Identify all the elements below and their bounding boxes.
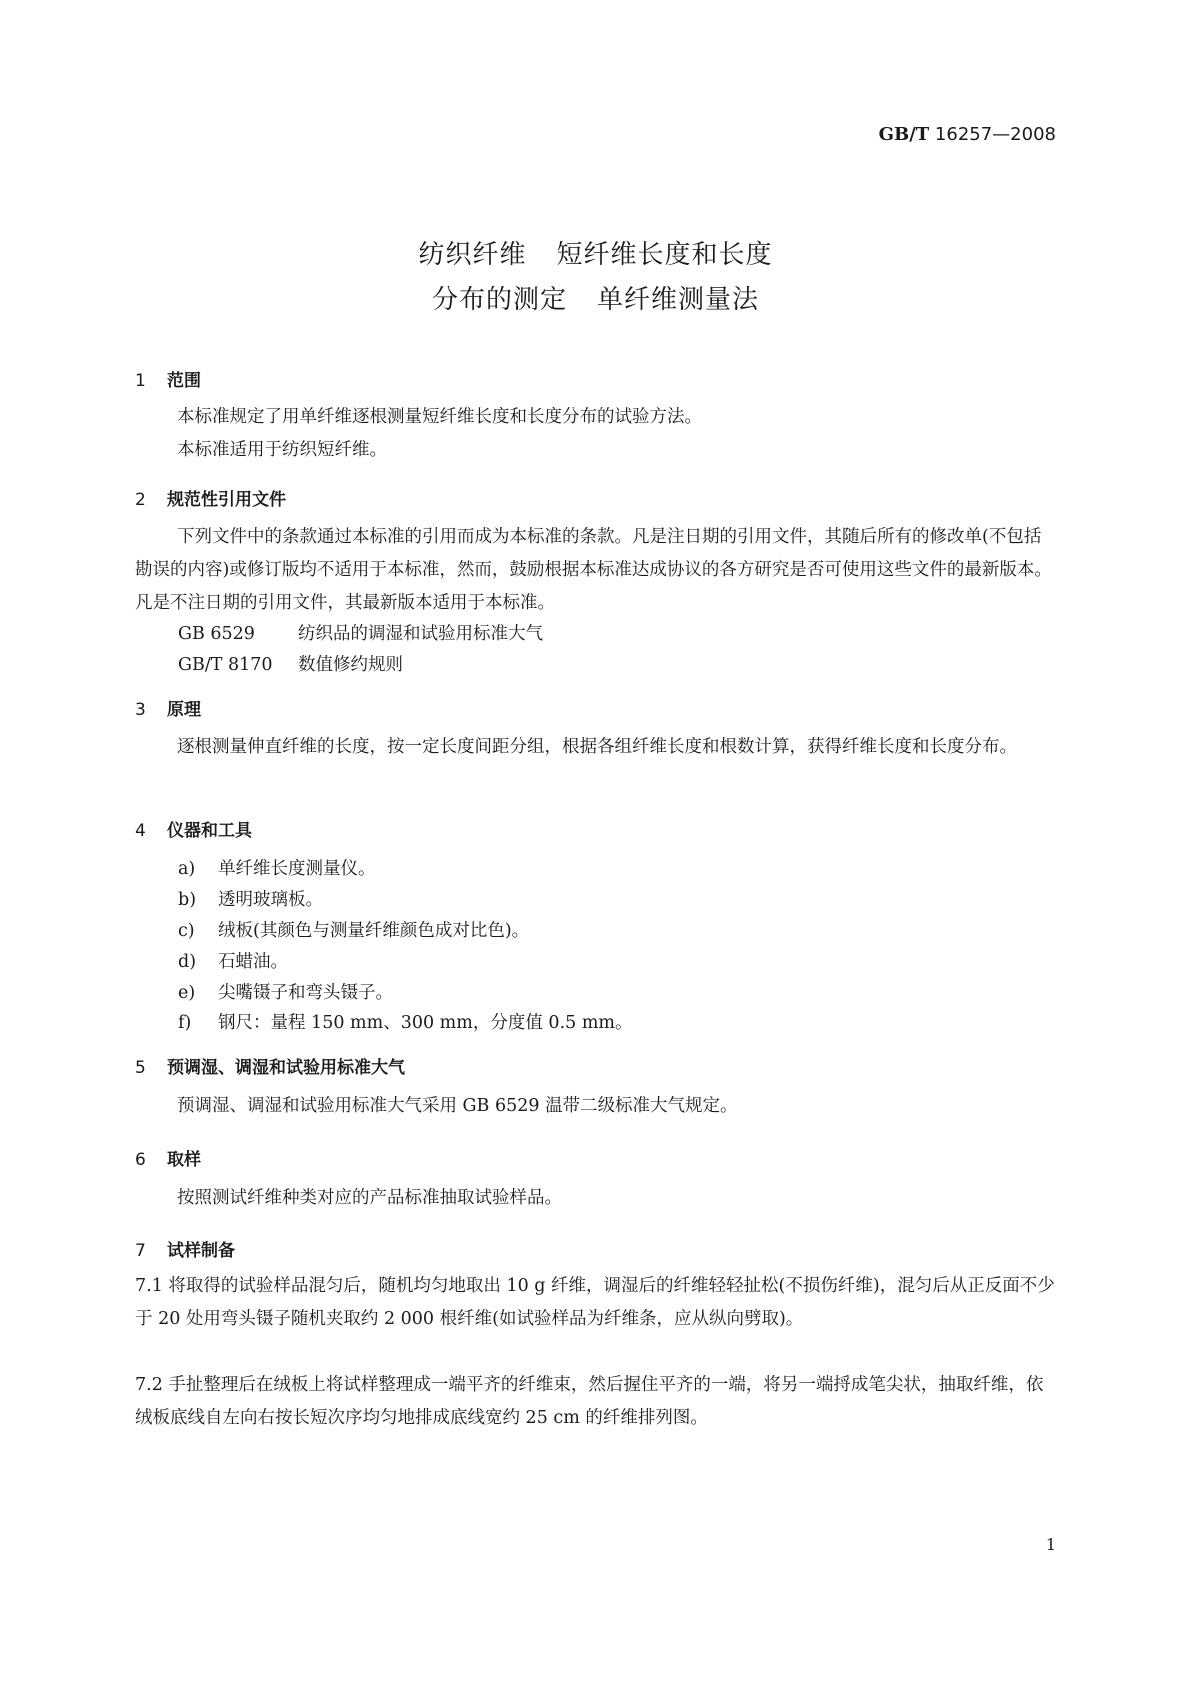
clause-7-1: 7.1 将取得的试验样品混匀后，随机均匀地取出 10 g 纤维，调湿后的纤维轻轻扯松(不损伤纤维)，混匀后从正反面不少于 20 处用弯头镊子随机夹取约 2 000 根纤维(如试验样品为纤维条，应从纵向劈取)。 bbox=[135, 1276, 1055, 1329]
section-1-para-2: 本标准适用于纺织短纤维。 bbox=[177, 440, 387, 460]
list-item: f) 钢尺：量程 150 mm、300 mm，分度值 0.5 mm。 bbox=[178, 1013, 633, 1033]
ref-gbt8170: GB/T 8170 数值修约规则 bbox=[178, 655, 403, 675]
page-number: 1 bbox=[1045, 1535, 1056, 1554]
ref-gb6529: GB 6529 纺织品的调湿和试验用标准大气 bbox=[178, 624, 543, 644]
section-2-heading: 2 规范性引用文件 bbox=[135, 490, 286, 510]
section-1-heading: 1 范围 bbox=[135, 371, 201, 391]
section-6-heading: 6 取样 bbox=[135, 1150, 201, 1170]
list-item: c) 绒板(其颜色与测量纤维颜色成对比色)。 bbox=[178, 921, 530, 941]
list-item: a) 单纤维长度测量仪。 bbox=[178, 859, 376, 879]
section-2-para-1: 下列文件中的条款通过本标准的引用而成为本标准的条款。凡是注日期的引用文件，其随后所有的修改单(不包括勘误的内容)或修订版均不适用于本标准，然而，鼓励根据本标准达成协议的各方研究是否可使用这些文件的最新版本。凡是不注日期的引用文件，其最新版本适用于本标准。 bbox=[135, 527, 1052, 613]
section-3-para-1: 逐根测量伸直纤维的长度，按一定长度间距分组，根据各组纤维长度和根数计算，获得纤维长度和长度分布。 bbox=[177, 737, 1017, 757]
list-item: d) 石蜡油。 bbox=[178, 952, 288, 972]
section-4-heading: 4 仪器和工具 bbox=[135, 821, 252, 841]
clause-7-2: 7.2 手扯整理后在绒板上将试样整理成一端平齐的纤维束，然后握住平齐的一端，将另一端捋成笔尖状，抽取纤维，依绒板底线自左向右按长短次序均匀地排成底线宽约 25 cm 的纤维排列图。 bbox=[135, 1375, 1044, 1428]
section-5-para-1: 预调湿、调湿和试验用标准大气采用 GB 6529 温带二级标准大气规定。 bbox=[177, 1096, 738, 1116]
section-1-para-1: 本标准规定了用单纤维逐根测量短纤维长度和长度分布的试验方法。 bbox=[177, 407, 702, 427]
section-5-heading: 5 预调湿、调湿和试验用标准大气 bbox=[135, 1058, 405, 1078]
section-7-heading: 7 试样制备 bbox=[135, 1241, 235, 1261]
section-3-heading: 3 原理 bbox=[135, 700, 201, 720]
standard-code: GB/T 16257—2008 bbox=[878, 124, 1056, 145]
doc-title-line-2: 分布的测定 单纤维测量法 bbox=[431, 285, 760, 315]
doc-title-line-1: 纺织纤维 短纤维长度和长度 bbox=[418, 240, 773, 270]
list-item: b) 透明玻璃板。 bbox=[178, 890, 323, 910]
list-item: e) 尖嘴镊子和弯头镊子。 bbox=[178, 983, 393, 1003]
section-6-para-1: 按照测试纤维种类对应的产品标准抽取试验样品。 bbox=[177, 1188, 562, 1208]
